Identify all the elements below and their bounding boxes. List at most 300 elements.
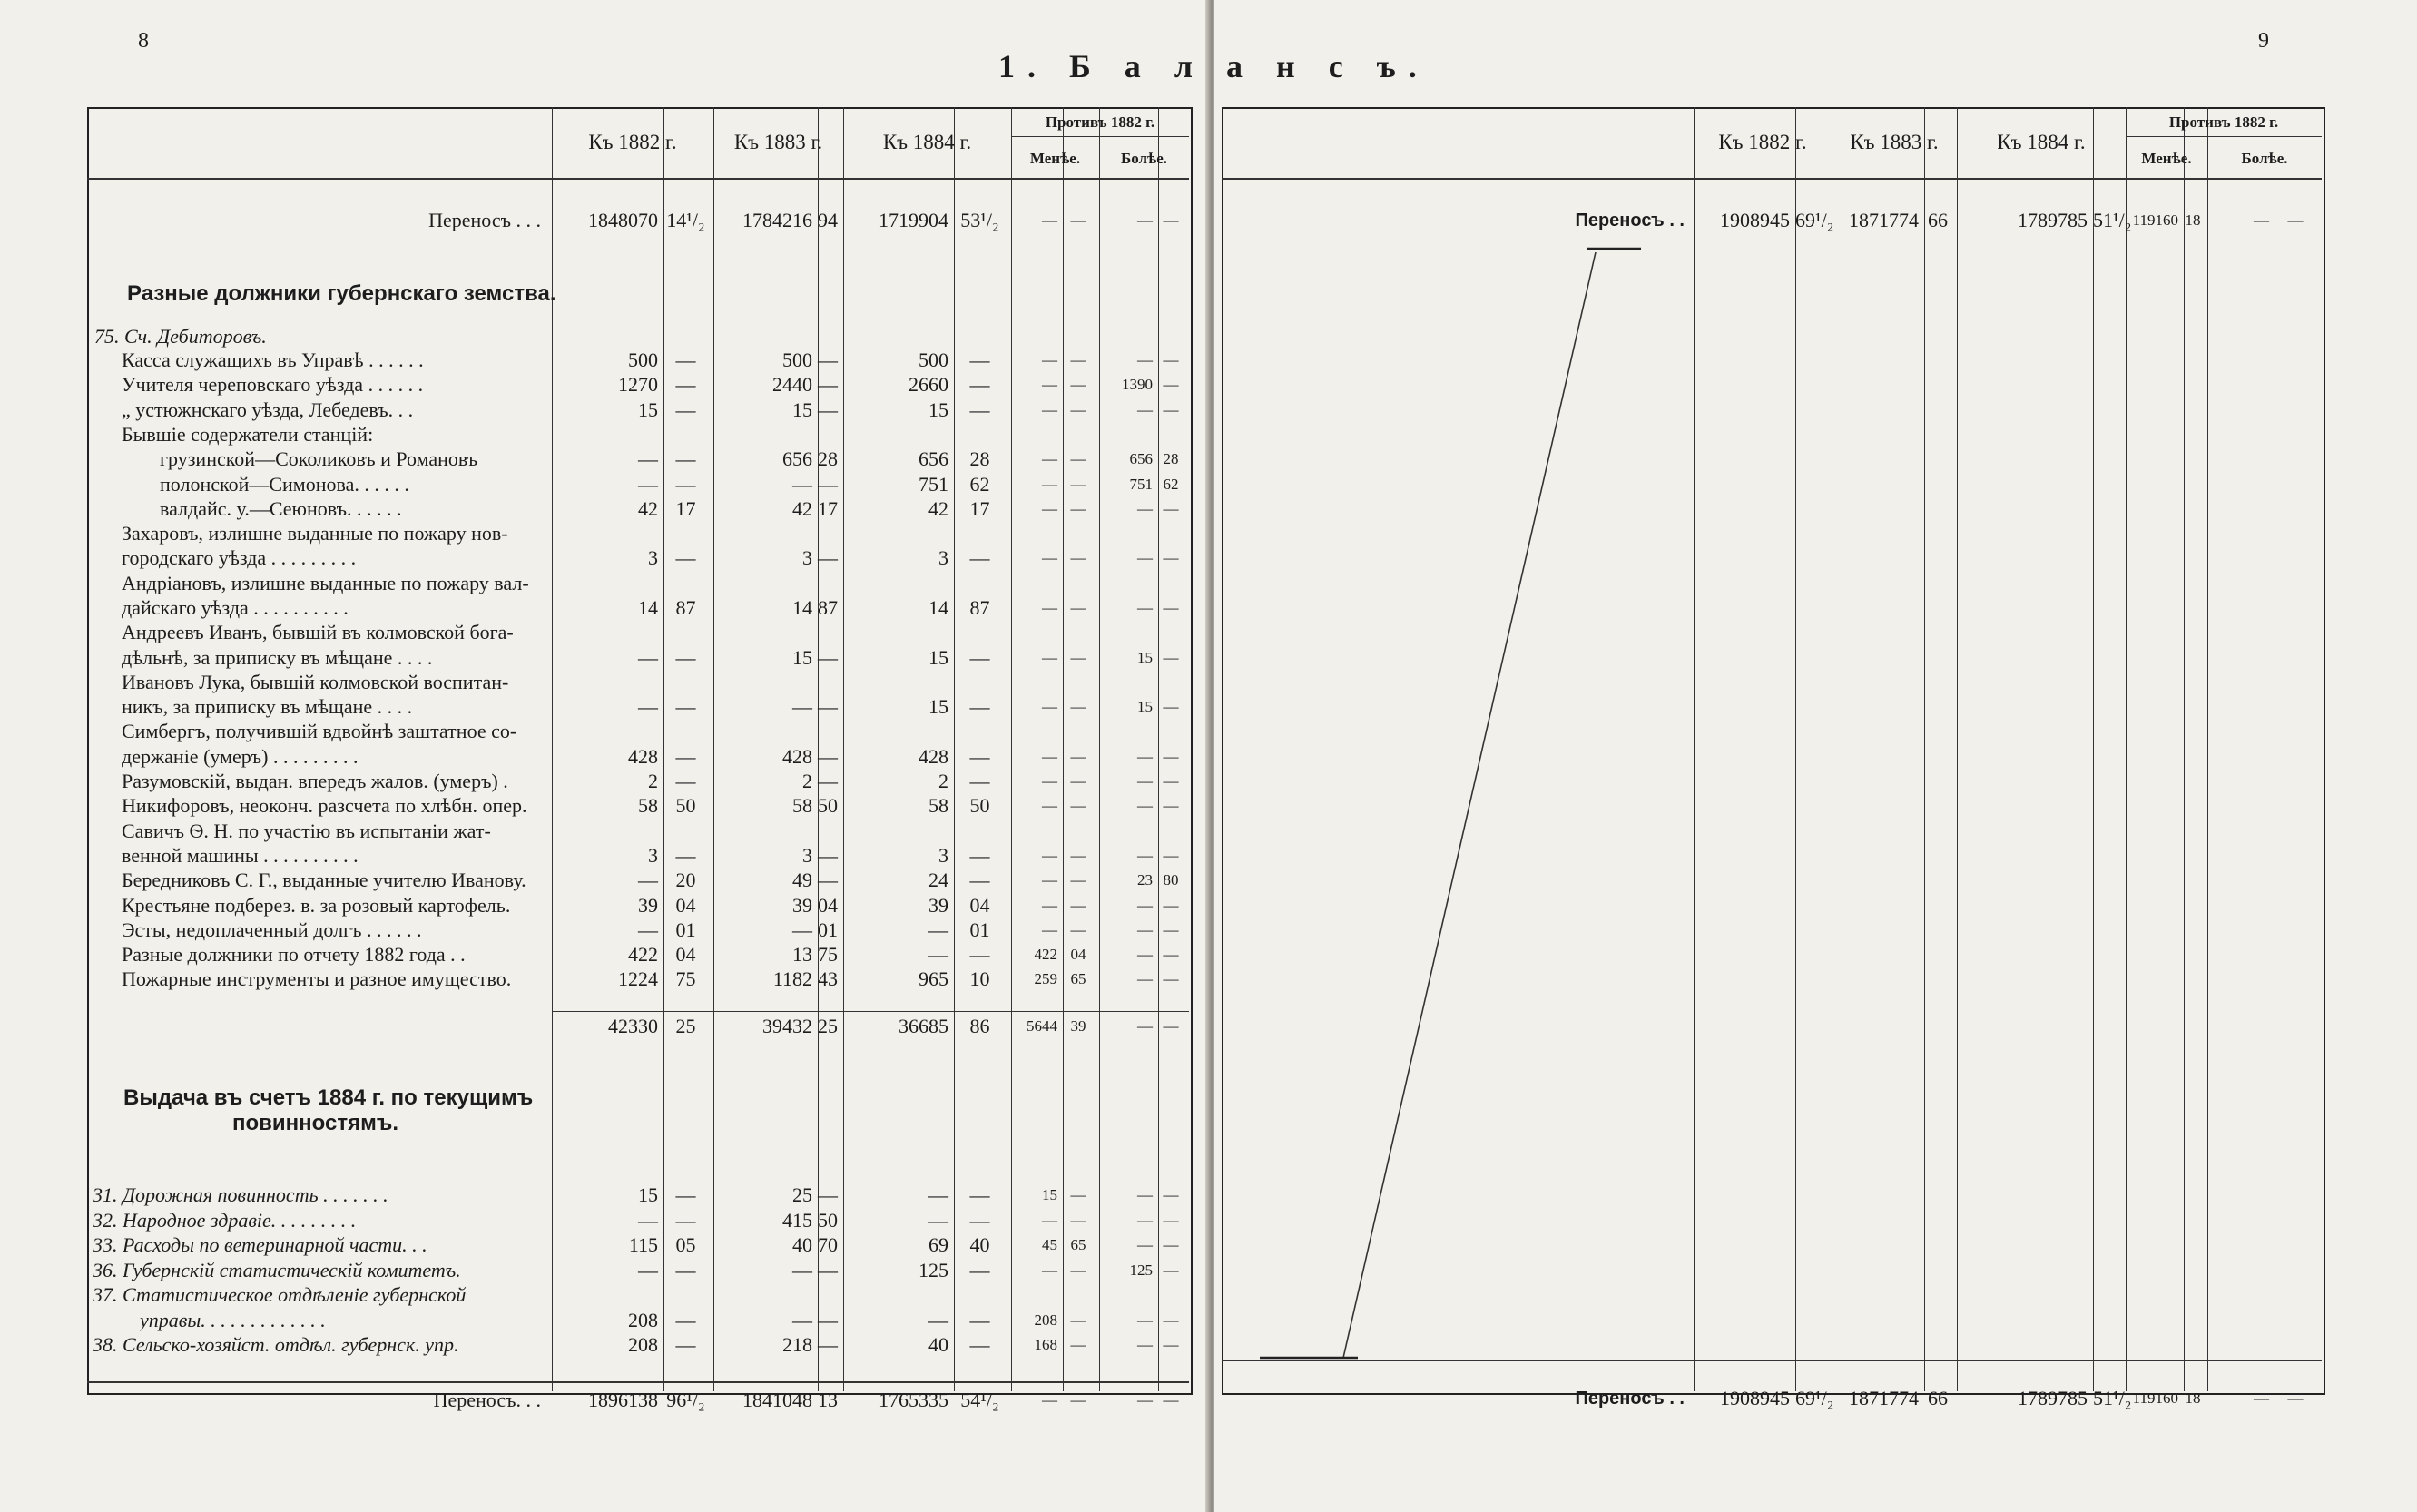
carry-in-row-c1884: 1719904 [879,209,948,231]
debtor-row-label: Савичъ Ѳ. Н. по участію въ испытаніи жат- [122,820,491,842]
debtor-row-c1884: 15 [928,646,948,669]
debtor-row-less: — [1042,450,1057,467]
debtor-row-c1884: 15 [928,398,948,421]
debtor-row-f1883: — [818,473,838,496]
debtor-row-c1883: — [792,695,812,718]
payment-row-c1883: 218 [782,1333,812,1356]
debtor-row-label: „ устюжнскаго уѣзда, Лебедевъ. . . [122,398,414,421]
debtor-row-less_f: — [1070,797,1086,814]
debtor-row-less: — [1042,698,1057,715]
right-carry-out-row-f1884: 51¹/₂ [2093,1387,2132,1409]
debtor-row-c1883: 15 [792,398,812,421]
payment-row-c1882: — [638,1259,658,1281]
payment-row-more: — [1137,1186,1153,1203]
debtor-row-less: — [1042,351,1057,368]
debtor-row-f1884: — [969,695,990,718]
debtor-row-c1883: 500 [782,349,812,371]
right-carry-in-row-f1883: 66 [1928,209,1948,231]
right-carry-in-row-c1884: 1789785 [2018,209,2088,231]
subtotal-rule [552,1011,1189,1012]
right-page-number: 9 [2258,29,2269,53]
debtor-row-f1884: — [969,844,990,867]
debtor-row-label: венной машины . . . . . . . . . . [122,844,359,867]
debtor-row-f1884: 17 [969,497,990,520]
debtor-row-more_f: — [1163,921,1179,938]
debtor-row-f1882: — [675,447,696,470]
debtor-row-f1884: — [969,349,990,371]
debtor-row-c1883: — [792,473,812,496]
debtor-row-more_f: — [1163,599,1179,616]
diagonal-line [1343,252,1596,1358]
debtor-row-f1884: 50 [969,794,990,817]
carry-out-row-less: — [1042,1391,1057,1409]
column-header-more: Болѣе. [1120,150,1168,167]
payment-row-c1884: 69 [928,1233,948,1256]
debtor-row-f1884: 04 [969,894,990,917]
debtor-row-more_f: — [1163,500,1179,517]
debtor-row-label: Бывшіе содержатели станцій: [122,423,374,446]
debtor-row-f1883: 04 [818,894,838,917]
debtor-row-c1882: 428 [628,745,658,768]
debtor-row-f1883: 75 [818,943,838,966]
right-carry-out-row-more: — [2254,1389,2269,1407]
debtor-row-label: городскаго уѣзда . . . . . . . . . [122,546,357,569]
payment-row-less_f: 65 [1070,1236,1086,1253]
debtor-row-c1884: 751 [919,473,948,496]
subtotal-row-f1883: 25 [818,1015,838,1037]
debtor-row-c1882: 14 [638,596,658,619]
payment-row-f1884: — [969,1309,990,1331]
debtor-row-c1882: 3 [648,546,658,569]
debtor-row-f1882: 20 [675,869,696,891]
payment-row-more_f: — [1163,1262,1179,1279]
debtor-row-f1883: — [818,646,838,669]
debtor-row-c1882: 39 [638,894,658,917]
debtor-row-more_f: — [1163,376,1179,393]
debtor-row-c1884: 428 [919,745,948,768]
debtor-row-f1884: — [969,745,990,768]
payment-row-c1882: 115 [628,1233,658,1256]
debtor-row-less_f: — [1070,748,1086,765]
debtor-row-label: Касса служащихъ въ Управѣ . . . . . . [122,349,424,371]
payment-row-f1883: — [818,1333,838,1356]
debtor-row-c1883: 3 [802,546,812,569]
debtor-row-label: Крестьяне подберез. в. за розовый картофель. [122,894,511,917]
debtor-row-less_f: — [1070,351,1086,368]
right-carry-out-row-less_f: 18 [2185,1389,2201,1407]
debtor-row-less_f: — [1070,921,1086,938]
debtor-row-c1882: — [638,473,658,496]
payment-row-c1883: 415 [782,1209,812,1232]
subtotal-row-more: — [1137,1017,1153,1035]
debtor-row-c1882: 422 [628,943,658,966]
debtor-row-c1882: — [638,447,658,470]
debtor-row-c1884: — [928,943,948,966]
debtor-row-f1884: 87 [969,596,990,619]
debtor-row-more_f: — [1163,649,1179,666]
debtor-row-f1883: — [818,844,838,867]
payment-row-c1882: 15 [638,1183,658,1206]
debtor-row-more: — [1137,897,1153,914]
debtor-row-f1882: 04 [675,894,696,917]
debtor-row-c1884: 39 [928,894,948,917]
debtor-row-f1883: 87 [818,596,838,619]
payment-row-f1883: — [818,1309,838,1331]
debtor-row-label: валдайс. у.—Сеюновъ. . . . . . [160,497,402,520]
debtor-row-f1882: — [675,398,696,421]
debtor-row-less: — [1042,871,1057,889]
debtor-row-more: 15 [1137,649,1153,666]
debtor-row-c1882: 3 [648,844,658,867]
debtor-row-f1883: — [818,398,838,421]
debtor-row-less: — [1042,897,1057,914]
debtor-row-c1882: — [638,918,658,941]
debtor-row-f1882: 75 [675,967,696,990]
debtor-row-label: Разумовскій, выдан. впередъ жалов. (умеръ) . [122,770,508,792]
debtor-row-f1882: 04 [675,943,696,966]
payment-row-c1884: — [928,1209,948,1232]
debtor-row-more_f: 62 [1163,476,1179,493]
section-title-debtors: Разные должники губернскаго земства. [127,281,556,306]
carry-in-row-f1884: 53¹/₂ [960,209,999,231]
left-table-body [87,107,1189,1411]
debtor-row-less: — [1042,376,1057,393]
debtor-row-f1884: — [969,546,990,569]
right-carry-in-row-less: 119160 [2132,211,2178,229]
column-header-1882: Къ 1882 г. [1718,131,1807,153]
debtor-row-more_f: — [1163,970,1179,987]
right-carry-out-row-c1883: 1871774 [1849,1387,1919,1409]
debtor-row-more: 1390 [1122,376,1153,393]
debtor-row-less_f: 04 [1070,946,1086,963]
payment-row-label: 32. Народное здравіе. . . . . . . . . [93,1209,357,1232]
debtor-row-f1883: — [818,745,838,768]
debtor-row-c1882: — [638,869,658,891]
carry-out-row-c1883: 1841048 [742,1389,812,1411]
debtor-row-more_f: — [1163,401,1179,418]
debtor-row-c1883: 656 [782,447,812,470]
debtor-row-f1884: — [969,869,990,891]
debtor-row-c1883: 2 [802,770,812,792]
debtor-row-label: Андреевъ Иванъ, бывшій въ колмовской бога- [122,621,514,643]
debtor-row-c1883: 2440 [772,373,812,396]
debtor-row-more: — [1137,351,1153,368]
subtotal-row-less_f: 39 [1070,1017,1086,1035]
payment-row-more_f: — [1163,1336,1179,1353]
subtotal-row-more_f: — [1163,1017,1179,1035]
debtor-row-more_f: — [1163,797,1179,814]
debtor-row-label: Разные должники по отчету 1882 года . . [122,943,466,966]
debtor-row-less_f: — [1070,772,1086,790]
right-page [1214,0,2417,1512]
debtor-row-more_f: — [1163,897,1179,914]
payment-row-more_f: — [1163,1212,1179,1229]
column-header-1883: Къ 1883 г. [1850,131,1939,153]
debtor-row-less: — [1042,649,1057,666]
debtor-row-less: 422 [1034,946,1057,963]
debtor-row-c1884: 3 [938,546,948,569]
debtor-row-label: дайскаго уѣзда . . . . . . . . . . [122,596,349,619]
debtor-row-f1884: — [969,943,990,966]
debtor-row-more: 23 [1137,871,1153,889]
debtor-row-label: Бередниковъ С. Г., выданные учителю Иванову. [122,869,526,891]
debtor-row-less_f: — [1070,549,1086,566]
debtor-row-less_f: 65 [1070,970,1086,987]
debtor-row-c1884: 14 [928,596,948,619]
debtor-row-c1884: 3 [938,844,948,867]
payment-row-label: 37. Статистическое отдѣленіе губернской [93,1283,467,1306]
right-carry-out-row-more_f: — [2287,1389,2304,1407]
debtor-row-f1884: 62 [969,473,990,496]
debtor-row-more_f: — [1163,748,1179,765]
payment-row-f1884: — [969,1183,990,1206]
debtor-row-c1882: — [638,646,658,669]
payment-row-f1883: — [818,1259,838,1281]
debtor-row-f1884: 10 [969,967,990,990]
debtor-row-label: Захаровъ, излишне выданные по пожару нов- [122,522,508,545]
debtor-row-more: — [1137,797,1153,814]
debtor-row-less: 259 [1034,970,1057,987]
debtor-row-f1882: — [675,473,696,496]
carry-in-row-f1883: 94 [818,209,838,231]
right-carry-in-row-c1882: 1908945 [1720,209,1790,231]
right-carry-out-row-f1883: 66 [1928,1387,1948,1409]
payment-row-f1882: — [675,1259,696,1281]
payment-row-c1883: — [792,1309,812,1331]
debtor-row-f1884: — [969,373,990,396]
payment-row-f1883: 70 [818,1233,838,1256]
debtor-row-c1882: — [638,695,658,718]
debtor-row-c1884: 2 [938,770,948,792]
column-header-more: Болѣе. [2241,150,2288,167]
debtor-row-c1884: 58 [928,794,948,817]
debtor-row-less_f: — [1070,476,1086,493]
debtor-row-label: Учителя череповскаго уѣзда . . . . . . [122,373,424,396]
column-header-1882: Къ 1882 г. [588,131,677,153]
payment-row-more: — [1137,1212,1153,1229]
debtor-row-more: — [1137,970,1153,987]
debtor-row-c1883: 49 [792,869,812,891]
debtor-row-less_f: — [1070,599,1086,616]
payment-row-c1884: — [928,1309,948,1331]
header-bottom-rule [87,178,1189,180]
debtor-row-more: — [1137,599,1153,616]
payment-row-more: — [1137,1236,1153,1253]
debtor-row-f1883: — [818,349,838,371]
transfer-diagonal [1214,0,2417,1512]
payment-row-f1882: — [675,1333,696,1356]
subtotal-row-f1884: 86 [969,1015,990,1037]
payment-row-f1884: — [969,1333,990,1356]
payment-row-c1882: 208 [628,1333,658,1356]
debtor-row-less_f: — [1070,649,1086,666]
payment-row-less_f: — [1070,1212,1086,1229]
right-carry-in-row-more: — [2254,211,2269,229]
payment-row-label: управы. . . . . . . . . . . . . [140,1309,326,1331]
column-header-1883: Къ 1883 г. [733,131,823,153]
debtor-row-label: Ивановъ Лука, бывшій колмовской воспитан- [122,671,509,693]
debtor-row-less_f: — [1070,376,1086,393]
debtor-row-f1882: 87 [675,596,696,619]
carry-out-row-f1882: 96¹/₂ [666,1389,705,1411]
debtor-row-more: 15 [1137,698,1153,715]
debtor-row-less: — [1042,401,1057,418]
carry-in-row-more: — [1137,211,1153,229]
payment-row-less_f: — [1070,1186,1086,1203]
payment-row-less: 208 [1034,1311,1057,1329]
carry-out-row-f1884: 54¹/₂ [960,1389,999,1411]
debtor-row-more: — [1137,401,1153,418]
debtor-row-less: — [1042,599,1057,616]
debtor-row-label: Эсты, недоплаченный долгъ . . . . . . [122,918,422,941]
debtor-row-f1882: — [675,349,696,371]
carry-in-row-c1883: 1784216 [742,209,812,231]
subtotal-row-less: 5644 [1027,1017,1057,1035]
debtor-row-label: никъ, за приписку въ мѣщане . . . . [122,695,413,718]
debtor-row-less: — [1042,797,1057,814]
debtor-row-c1883: — [792,918,812,941]
debtor-row-label: грузинской—Соколиковъ и Романовъ [160,447,478,470]
right-carry-out-row-less: 119160 [2132,1389,2178,1407]
payment-row-label: 36. Губернскій статистическій комитетъ. [93,1259,461,1281]
debtor-row-f1883: — [818,770,838,792]
debtor-row-f1883: 28 [818,447,838,470]
payment-row-f1883: 50 [818,1209,838,1232]
debtor-row-label: Пожарные инструменты и разное имущество. [122,967,512,990]
debtor-row-c1882: 1224 [618,967,658,990]
subtotal-row-c1882: 42330 [608,1015,658,1037]
carry-out-row-f1883: 13 [818,1389,838,1411]
debtor-row-c1882: 42 [638,497,658,520]
debtor-row-c1883: 3 [802,844,812,867]
debtor-row-f1883: — [818,869,838,891]
debtor-row-c1884: — [928,918,948,941]
debtor-row-less_f: — [1070,897,1086,914]
debtor-row-c1884: 24 [928,869,948,891]
payment-row-less_f: — [1070,1311,1086,1329]
debtor-row-f1882: — [675,745,696,768]
debtor-row-f1882: — [675,695,696,718]
right-carry-in-row-c1883: 1871774 [1849,209,1919,231]
debtor-row-c1884: 965 [919,967,948,990]
debtor-row-c1883: 428 [782,745,812,768]
payment-row-more: — [1137,1336,1153,1353]
debtor-row-less_f: — [1070,401,1086,418]
payment-row-f1883: — [818,1183,838,1206]
carry-in-row-label: Переносъ . . . [428,209,541,231]
debtor-row-more_f: — [1163,351,1179,368]
debtor-row-c1882: 2 [648,770,658,792]
debtor-row-c1884: 656 [919,447,948,470]
debtor-row-label: дѣльнѣ, за приписку въ мѣщане . . . . [122,646,433,669]
debtor-row-f1882: — [675,770,696,792]
payment-row-less: — [1042,1212,1057,1229]
debtor-row-more: — [1137,549,1153,566]
debtor-row-more_f: — [1163,772,1179,790]
payment-row-c1883: 40 [792,1233,812,1256]
right-carry-out-row-c1884: 1789785 [2018,1387,2088,1409]
carry-in-row-less: — [1042,211,1057,229]
debtor-row-less: — [1042,772,1057,790]
debtor-row-c1882: 58 [638,794,658,817]
debtor-row-label: полонской—Симонова. . . . . . [160,473,409,496]
debtor-row-more_f: 28 [1163,450,1179,467]
column-header-less: Менѣе. [1029,150,1081,167]
debtor-row-f1884: 28 [969,447,990,470]
payment-row-c1884: 125 [919,1259,948,1281]
carry-out-row-c1882: 1896138 [588,1389,658,1411]
debtor-row-less: — [1042,921,1057,938]
payment-row-f1884: — [969,1259,990,1281]
payment-row-f1882: — [675,1309,696,1331]
payment-row-c1884: — [928,1183,948,1206]
payment-row-less: 168 [1034,1336,1057,1353]
debtor-row-f1884: — [969,398,990,421]
debtor-row-f1884: 01 [969,918,990,941]
carry-in-row-c1882: 1848070 [588,209,658,231]
debtor-row-f1882: 17 [675,497,696,520]
header-sub-rule [1011,136,1189,137]
payment-row-label: 38. Сельско-хозяйст. отдѣл. губернск. упр. [93,1333,459,1356]
debtor-row-label: держаніе (умеръ) . . . . . . . . . [122,745,359,768]
debtor-row-c1884: 15 [928,695,948,718]
carry-in-row-less_f: — [1070,211,1086,229]
payment-row-less_f: — [1070,1262,1086,1279]
debtor-row-f1883: 43 [818,967,838,990]
carry-out-row-more: — [1137,1391,1153,1409]
column-header-1884: Къ 1884 г. [882,131,972,153]
payment-row-label: 31. Дорожная повинность . . . . . . . [93,1183,388,1206]
debtor-row-more_f: — [1163,698,1179,715]
payment-row-label: 33. Расходы по ветеринарной части. . . [93,1233,427,1256]
debtor-row-label: Андріановъ, излишне выданные по пожару вал- [122,572,529,594]
debtor-row-f1883: 01 [818,918,838,941]
column-header-vs1882: Противъ 1882 г. [2168,113,2279,131]
debtor-row-f1884: — [969,770,990,792]
debtor-row-c1883: 58 [792,794,812,817]
section-title-payments-line2: повинностямъ. [232,1111,399,1135]
debtor-row-f1883: — [818,546,838,569]
debtor-row-less: — [1042,476,1057,493]
payment-row-c1883: 25 [792,1183,812,1206]
payment-row-c1882: — [638,1209,658,1232]
debtor-row-f1883: 17 [818,497,838,520]
section-title-payments: Выдача въ счетъ 1884 г. по текущимъ [123,1085,534,1110]
debtor-row-c1883: 39 [792,894,812,917]
payment-row-more_f: — [1163,1186,1179,1203]
debtor-row-less_f: — [1070,698,1086,715]
debtor-row-f1883: 50 [818,794,838,817]
page-title: 1. Б а л а н с ъ. [998,48,1430,84]
debtor-row-more_f: — [1163,847,1179,864]
carry-in-row-f1882: 14¹/₂ [666,209,705,231]
debtor-row-label: Никифоровъ, неоконч. разсчета по хлѣбн. опер. [122,794,527,817]
debtor-row-f1882: — [675,844,696,867]
debtor-row-f1883: — [818,373,838,396]
debtor-row-more: — [1137,748,1153,765]
payment-row-less: 15 [1042,1186,1057,1203]
right-carry-in-row-label: Переносъ . . [1575,211,1685,231]
subtotal-row-c1884: 36685 [899,1015,948,1037]
payment-row-c1882: 208 [628,1309,658,1331]
debtor-row-more: — [1137,772,1153,790]
payment-row-c1884: 40 [928,1333,948,1356]
debtor-row-more_f: — [1163,946,1179,963]
right-carry-out-row-c1882: 1908945 [1720,1387,1790,1409]
carry-out-rule [87,1381,1189,1383]
right-carry-in-row-less_f: 18 [2185,211,2201,229]
debtor-row-c1884: 500 [919,349,948,371]
